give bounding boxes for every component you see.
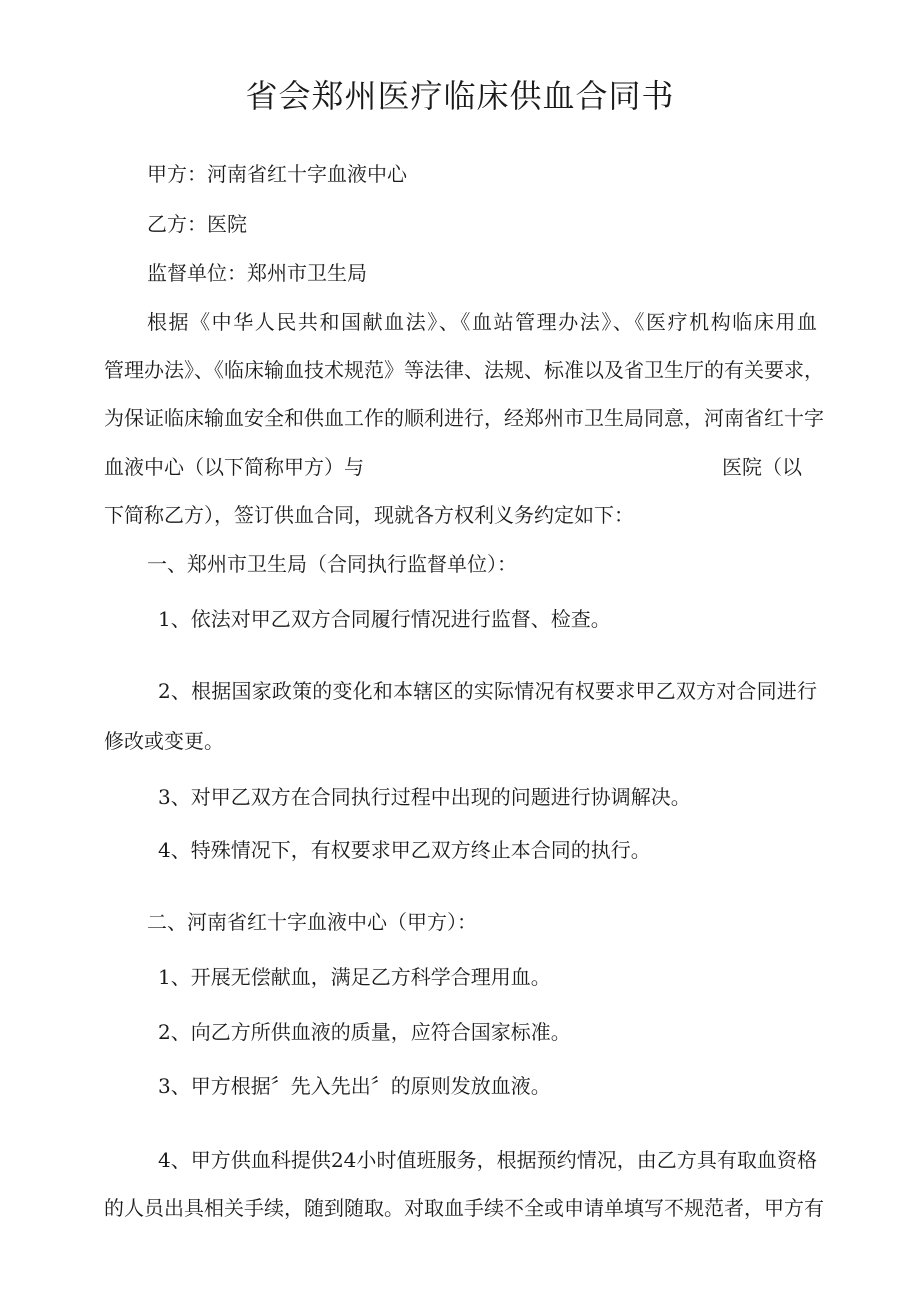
preamble-line-4-right: 医院（以: [722, 455, 802, 479]
preamble-line-3: 为保证临床输血安全和供血工作的顺利进行，经郑州市卫生局同意，河南省红十字: [104, 406, 824, 430]
section-2-item-1: 1、开展无偿献血，满足乙方科学合理用血。: [158, 965, 551, 989]
section-1-item-2-line-2: 修改或变更。: [104, 729, 224, 753]
section-2-item-4-line-1: 4、甲方供血科提供24小时值班服务，根据预约情况，由乙方具有取血资格: [158, 1148, 817, 1172]
preamble-line-2: 管理办法》、《临床输血技术规范》等法律、法规、标准以及省卫生厅的有关要求，: [104, 358, 824, 382]
party-b-line: 乙方：医院: [147, 212, 247, 236]
section-2-item-4-line-2: 的人员出具相关手续，随到随取。对取血手续不全或申请单填写不规范者，甲方有: [104, 1196, 824, 1220]
supervisor-line: 监督单位：郑州市卫生局: [147, 261, 367, 285]
section-1-item-2-line-1: 2、根据国家政策的变化和本辖区的实际情况有权要求甲乙双方对合同进行: [158, 679, 817, 703]
section-2-item-2: 2、向乙方所供血液的质量，应符合国家标准。: [158, 1020, 571, 1044]
section-2-item-3: 3、甲方根据〞先入先出〞的原则发放血液。: [158, 1074, 551, 1098]
preamble-line-1: 根据《中华人民共和国献血法》、《血站管理办法》、《医疗机构临床用血: [147, 310, 817, 334]
section-1-item-4: 4、特殊情况下，有权要求甲乙双方终止本合同的执行。: [158, 838, 651, 862]
section-1-heading: 一、郑州市卫生局（合同执行监督单位）：: [147, 552, 517, 576]
section-1-item-3: 3、对甲乙双方在合同执行过程中出现的问题进行协调解决。: [158, 785, 691, 809]
preamble-line-4-left: 血液中心（以下简称甲方）与: [104, 455, 364, 479]
preamble-line-5: 下简称乙方），签订供血合同，现就各方权利义务约定如下：: [104, 503, 634, 527]
document-title: 省会郑州医疗临床供血合同书: [245, 77, 675, 115]
section-1-item-1: 1、依法对甲乙双方合同履行情况进行监督、检查。: [158, 607, 611, 631]
party-a-line: 甲方：河南省红十字血液中心: [147, 162, 407, 186]
section-2-heading: 二、河南省红十字血液中心（甲方）：: [147, 910, 477, 934]
